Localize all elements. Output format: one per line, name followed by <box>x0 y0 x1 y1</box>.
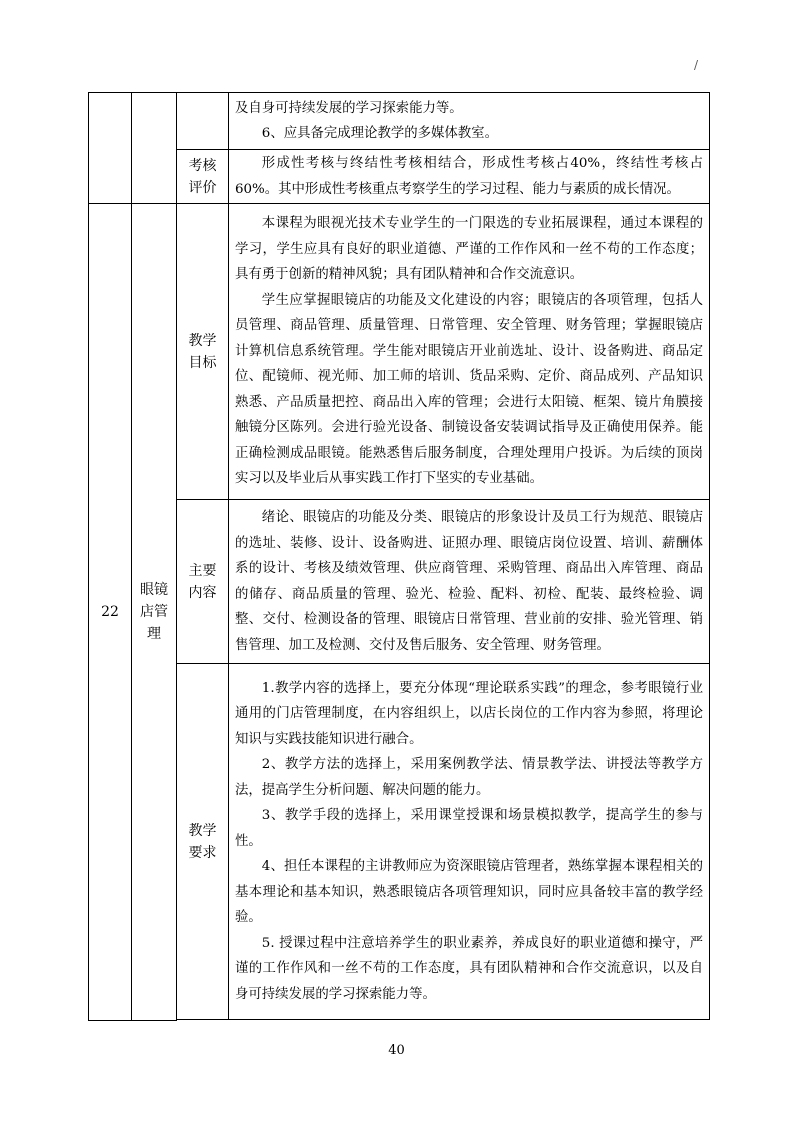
requirements-item-3: 3、教学手段的选择上，采用课堂授课和场景模拟教学，提高学生的参与性。 <box>235 808 703 849</box>
objectives-content <box>229 204 710 500</box>
course-table <box>88 92 710 1021</box>
objectives-row <box>89 204 710 500</box>
requirements-label-line2: 要求 <box>188 844 217 861</box>
content-text: 绪论、眼镜店的功能及分类、眼镜店的形象设计及员工行为规范、眼镜店的选址、装修、设计、设备购进、证照办理、眼镜店岗位设置、培训、薪酬体系的设计、考核及绩效管理、供应商管理、采购管理、商品出入库管理、商品的储存、商品质量的管理、验光、检验、配料、初检、配装、最终检验、调整、交付、检测设备的管理、眼镜店日常管理、营业前的安排、验光管理、销售管理、加工及检测、交付及售后服务、安全管理、财务管理。 <box>235 510 703 653</box>
objectives-label-line1: 教学 <box>188 332 217 349</box>
assessment-text: 形成性考核与终结性考核相结合，形成性考核占40%，终结性考核占60%。其中形成性考核重点考察学生的学习过程、能力与素质的成长情况。 <box>235 156 703 197</box>
requirements-content <box>229 664 710 1020</box>
page-number: 40 <box>388 1043 405 1058</box>
continuation-label-cell <box>177 93 229 150</box>
content-label <box>177 500 229 664</box>
assessment-content <box>229 150 710 204</box>
assessment-label-line1: 考核 <box>188 157 217 174</box>
continuation-name-cell <box>132 93 177 204</box>
course-number: 22 <box>89 204 132 1021</box>
corner-mark: / <box>694 58 699 72</box>
objectives-label <box>177 204 229 500</box>
continuation-line-1: 及自身可持续发展的学习探索能力等。 <box>235 100 463 116</box>
continuation-requirements-content <box>229 93 710 150</box>
spacer-cell <box>177 1020 229 1021</box>
assessment-label-line2: 评价 <box>188 179 217 196</box>
content-label-line1: 主要 <box>188 562 217 579</box>
objectives-paragraph-1: 本课程为眼视光技术专业学生的一门限选的专业拓展课程，通过本课程的学习，学生应具有良好的职业道德、严谨的工作作风和一丝不苟的工作态度；具有勇于创新的精神风貌；具有团队精神和合作交流意识。 <box>235 216 703 283</box>
assessment-row <box>89 150 710 204</box>
objectives-label-line2: 目标 <box>188 354 217 371</box>
continuation-requirements-row <box>89 93 710 150</box>
requirements-row <box>89 664 710 1020</box>
continuation-line-2: 6、应具备完成理论教学的多媒体教室。 <box>261 126 498 141</box>
content-label-line2: 内容 <box>188 584 217 601</box>
course-name-line1: 眼镜 <box>140 581 168 598</box>
course-name-line2: 店管 <box>140 603 168 620</box>
assessment-label <box>177 150 229 204</box>
requirements-item-2: 2、教学方法的选择上，采用案例教学法、情景教学法、讲授法等教学方法，提高学生分析问题、解决问题的能力。 <box>235 757 703 798</box>
requirements-label-line1: 教学 <box>188 822 217 839</box>
course-name <box>132 204 177 1021</box>
objectives-paragraph-2: 学生应掌握眼镜店的功能及文化建设的内容；眼镜店的各项管理，包括人员管理、商品管理、质量管理、日常管理、安全管理、财务管理；掌握眼镜店计算机信息系统管理。学生能对眼镜店开业前选址、设计、设备购进、商品定位、配镜师、视光师、加工师的培训、货品采购、定价、商品成列、产品知识熟悉、产品质量把控、商品出入库的管理；会进行太阳镜、框架、镜片角膜接触镜分区陈列。会进行验光设备、制镜设备安装调试指导及正确使用保养。能正确检测成品眼镜。能熟悉售后服务制度，合理处理用户投诉。为后续的顶岗实习以及毕业后从事实践工作打下坚实的专业基础。 <box>235 292 703 487</box>
requirements-item-5: 5. 授课过程中注意培养学生的职业素养，养成良好的职业道德和操守，严谨的工作作风和一丝不苟的工作态度，具有团队精神和合作交流意识，以及自身可持续发展的学习探索能力等。 <box>235 935 703 1002</box>
requirements-label <box>177 664 229 1020</box>
content-row <box>89 500 710 664</box>
content-content <box>229 500 710 664</box>
spacer-cell <box>229 1020 710 1021</box>
course-name-line3: 理 <box>147 625 161 642</box>
continuation-number-cell <box>89 93 132 204</box>
requirements-item-4: 4、担任本课程的主讲教师应为资深眼镜店管理者，熟练掌握本课程相关的基本理论和基本知识，熟悉眼镜店各项管理知识，同时应具备较丰富的教学经验。 <box>235 859 703 926</box>
requirements-item-1: 1.教学内容的选择上，要充分体现“理论联系实践”的理念，参考眼镜行业通用的门店管理制度，在内容组织上，以店长岗位的工作内容为参照，将理论知识与实践技能知识进行融合。 <box>235 680 703 747</box>
